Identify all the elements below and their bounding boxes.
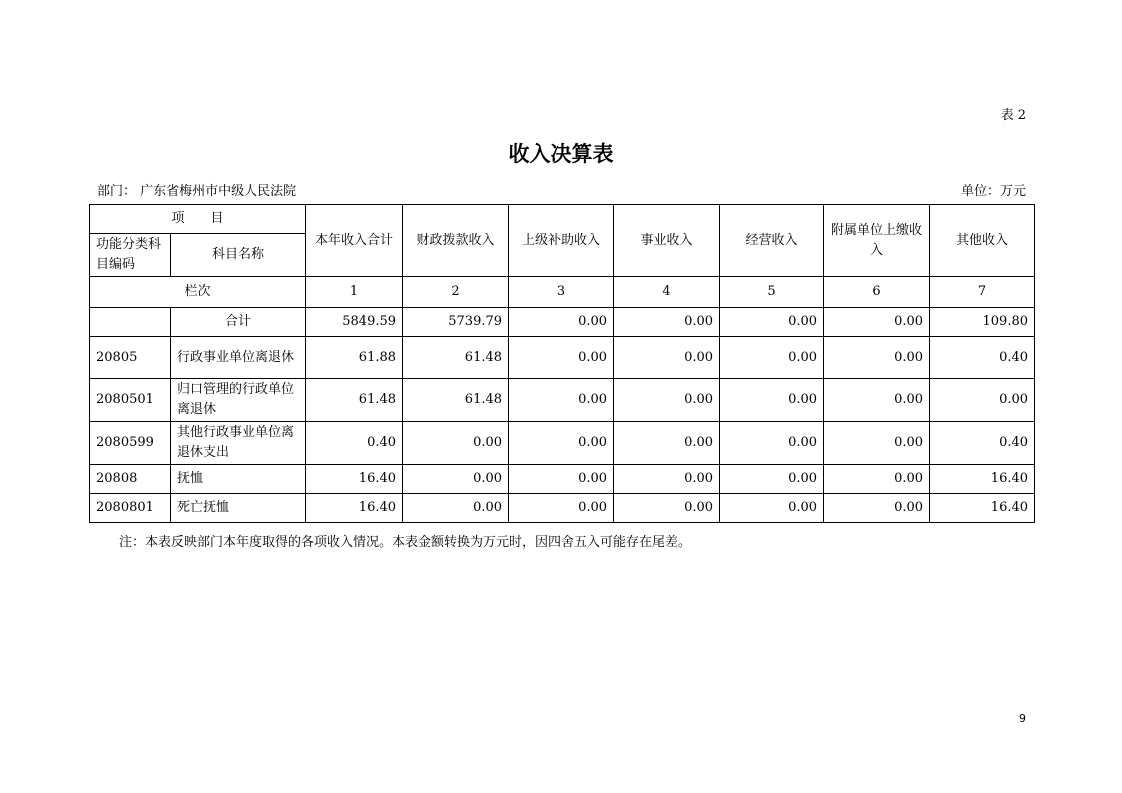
row-value: 0.00 xyxy=(614,494,720,523)
table-row xyxy=(90,422,1035,465)
row-value: 0.40 xyxy=(930,422,1035,465)
row-code: 2080801 xyxy=(90,494,171,523)
row-name: 归口管理的行政单位离退休 xyxy=(171,379,306,422)
row-value: 0.00 xyxy=(720,337,824,379)
row-code: 20805 xyxy=(90,337,171,379)
page-title: 收入决算表 xyxy=(508,142,614,166)
column-index-label: 栏次 xyxy=(90,277,306,308)
row-value: 0.00 xyxy=(720,379,824,422)
total-value-4: 0.00 xyxy=(614,308,720,337)
row-value: 16.40 xyxy=(930,494,1035,523)
row-code: 2080501 xyxy=(90,379,171,422)
total-value-6: 0.00 xyxy=(824,308,930,337)
row-value: 0.00 xyxy=(824,494,930,523)
row-code: 20808 xyxy=(90,465,171,494)
column-index-row xyxy=(90,277,1035,308)
row-value: 0.00 xyxy=(824,337,930,379)
row-name: 死亡抚恤 xyxy=(171,494,306,523)
header-item: 项 目 xyxy=(90,205,306,234)
column-index-1: 1 xyxy=(306,277,403,308)
unit-label: 单位：万元 xyxy=(960,184,1026,199)
total-value-5: 0.00 xyxy=(720,308,824,337)
row-value: 0.00 xyxy=(509,379,614,422)
total-value-2: 5739.79 xyxy=(403,308,509,337)
row-value: 0.00 xyxy=(403,422,509,465)
footnote: 注：本表反映部门本年度取得的各项收入情况。本表金额转换为万元时，因四舍五入可能存在尾差。 xyxy=(119,535,692,550)
header-col-4: 事业收入 xyxy=(614,205,720,277)
header-col-6: 附属单位上缴收入 xyxy=(824,205,930,277)
header-col-3: 上级补助收入 xyxy=(509,205,614,277)
header-col-1: 本年收入合计 xyxy=(306,205,403,277)
header-col-7: 其他收入 xyxy=(930,205,1035,277)
total-code-cell xyxy=(90,308,171,337)
row-value: 0.00 xyxy=(824,379,930,422)
department-label: 部门： 广东省梅州市中级人民法院 xyxy=(97,184,297,199)
total-value-7: 109.80 xyxy=(930,308,1035,337)
column-index-5: 5 xyxy=(720,277,824,308)
row-value: 0.00 xyxy=(509,465,614,494)
column-index-3: 3 xyxy=(509,277,614,308)
row-value: 0.00 xyxy=(720,465,824,494)
row-value: 0.40 xyxy=(306,422,403,465)
row-value: 16.40 xyxy=(930,465,1035,494)
column-index-7: 7 xyxy=(930,277,1035,308)
header-row-1 xyxy=(90,205,1035,234)
table-row xyxy=(90,465,1035,494)
row-value: 16.40 xyxy=(306,494,403,523)
row-value: 0.40 xyxy=(930,337,1035,379)
total-label: 合计 xyxy=(171,308,306,337)
row-code: 2080599 xyxy=(90,422,171,465)
row-value: 0.00 xyxy=(509,422,614,465)
row-value: 61.48 xyxy=(403,379,509,422)
column-index-6: 6 xyxy=(824,277,930,308)
row-value: 0.00 xyxy=(930,379,1035,422)
total-row xyxy=(90,308,1035,337)
row-value: 0.00 xyxy=(824,422,930,465)
row-value: 0.00 xyxy=(614,337,720,379)
row-value: 0.00 xyxy=(403,494,509,523)
row-value: 0.00 xyxy=(403,465,509,494)
header-col-5: 经营收入 xyxy=(720,205,824,277)
row-value: 0.00 xyxy=(720,494,824,523)
row-value: 0.00 xyxy=(509,337,614,379)
row-value: 0.00 xyxy=(614,465,720,494)
row-value: 0.00 xyxy=(509,494,614,523)
table-number-label: 表 2 xyxy=(1000,108,1026,123)
row-value: 0.00 xyxy=(824,465,930,494)
income-table xyxy=(89,204,1035,523)
row-name: 其他行政事业单位离退休支出 xyxy=(171,422,306,465)
header-col-2: 财政拨款收入 xyxy=(403,205,509,277)
row-value: 0.00 xyxy=(720,422,824,465)
column-index-2: 2 xyxy=(403,277,509,308)
row-value: 0.00 xyxy=(614,379,720,422)
row-name: 行政事业单位离退休 xyxy=(171,337,306,379)
header-code: 功能分类科目编码 xyxy=(90,234,171,277)
table-row xyxy=(90,379,1035,422)
row-value: 61.88 xyxy=(306,337,403,379)
column-index-4: 4 xyxy=(614,277,720,308)
row-value: 61.48 xyxy=(306,379,403,422)
total-value-3: 0.00 xyxy=(509,308,614,337)
row-value: 16.40 xyxy=(306,465,403,494)
row-name: 抚恤 xyxy=(171,465,306,494)
table-row xyxy=(90,337,1035,379)
row-value: 61.48 xyxy=(403,337,509,379)
table-row xyxy=(90,494,1035,523)
row-value: 0.00 xyxy=(614,422,720,465)
header-name: 科目名称 xyxy=(171,234,306,277)
total-value-1: 5849.59 xyxy=(306,308,403,337)
page-number: 9 xyxy=(1019,712,1026,725)
